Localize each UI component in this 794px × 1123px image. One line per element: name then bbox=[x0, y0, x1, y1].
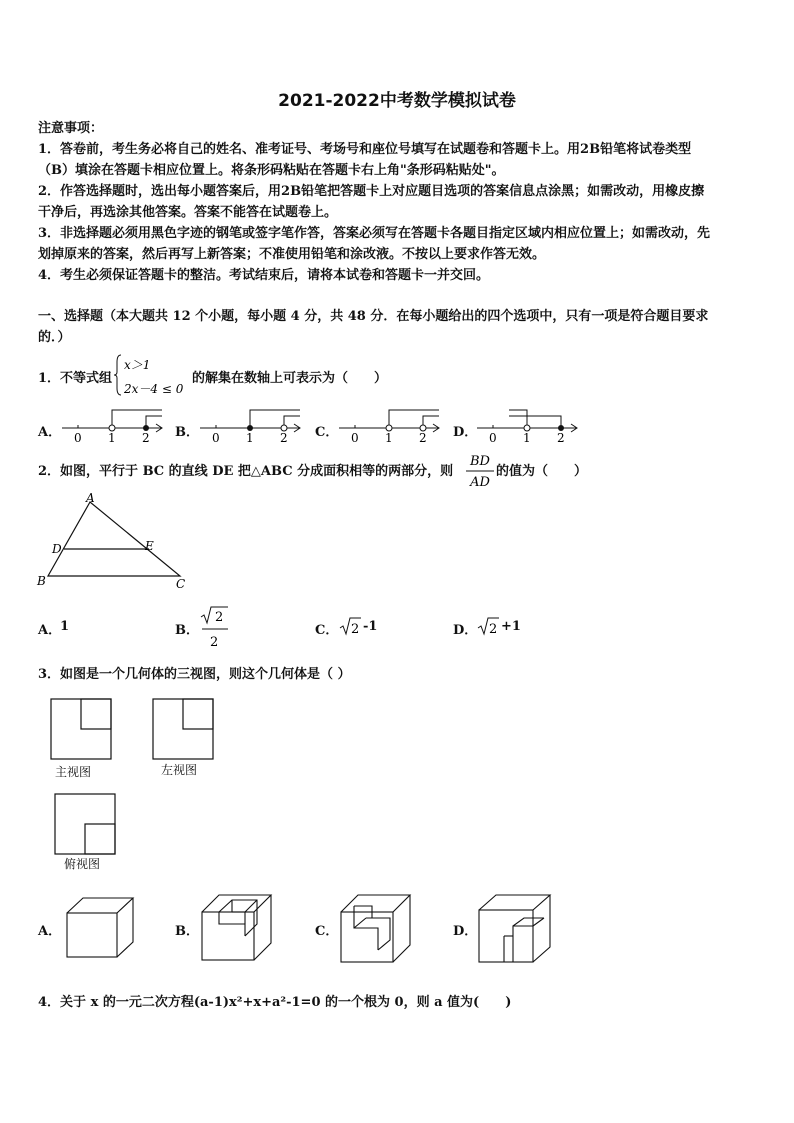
q2-option-b-fraction bbox=[198, 602, 232, 650]
tick-label: 2 bbox=[419, 431, 427, 445]
q2-option-b-denominator: 2 bbox=[210, 635, 219, 650]
q2-option-a-label[interactable]: A． bbox=[38, 623, 62, 638]
q2-option-d-tail: +1 bbox=[501, 619, 521, 634]
notice-line: 3．非选择题必须用黑色字迹的钢笔或签字笔作答，答案必须写在答题卡各题目指定区域内相应位置上；如需改动，先 bbox=[38, 226, 711, 241]
q2-triangle-figure bbox=[34, 492, 194, 596]
side-view-figure bbox=[152, 698, 214, 760]
notice-line: 4．考生必须保证答题卡的整洁。考试结束后，请将本试卷和答题卡一并交回。 bbox=[38, 268, 490, 283]
q1-suffix: 的解集在数轴上可表示为（ ） bbox=[192, 371, 388, 386]
q1-prefix: 1．不等式组 bbox=[38, 371, 113, 386]
q2-frac-den: AD bbox=[470, 475, 490, 490]
notice-line: 划掉原来的答案，然后再写上新答案；不准使用铅笔和涂改液。不按以上要求作答无效。 bbox=[38, 247, 546, 262]
q1-inequality-system bbox=[112, 352, 192, 398]
q2-option-d-radicand: 2 bbox=[489, 622, 498, 637]
front-view-label: 主视图 bbox=[55, 765, 92, 779]
tick-label: 2 bbox=[280, 431, 288, 445]
q3-option-c-solid[interactable] bbox=[338, 892, 414, 966]
tick-label: 1 bbox=[385, 431, 393, 445]
q3-option-d-solid[interactable] bbox=[476, 892, 552, 966]
q3-option-b-label: B． bbox=[175, 924, 199, 939]
notice-line: 2．作答选择题时，选出每小题答案后，用2B铅笔把答题卡上对应题目选项的答案信息点涂黑；如需改动，用橡皮擦 bbox=[38, 184, 705, 199]
q2-option-d-sqrt bbox=[476, 614, 500, 640]
notice-heading: 注意事项： bbox=[38, 121, 104, 136]
q3-option-a-label: A． bbox=[38, 924, 62, 939]
q1-option-d-label: D． bbox=[453, 425, 478, 440]
q2-option-a-value: 1 bbox=[60, 619, 70, 634]
side-view-label: 左视图 bbox=[161, 763, 198, 777]
notice-line: 1．答卷前，考生务必将自己的姓名、准考证号、考场号和座位号填写在试题卷和答题卡上。用2B铅笔将试卷类型 bbox=[38, 142, 692, 157]
q3-option-d-label: D． bbox=[453, 924, 478, 939]
q1-option-d-number-line[interactable] bbox=[473, 405, 581, 445]
point-label-d: D bbox=[52, 542, 62, 556]
tick-label: 0 bbox=[351, 431, 359, 445]
q1-option-b-number-line[interactable] bbox=[196, 405, 304, 445]
q4-text: 4．关于 x 的一元二次方程(a-1)x²+x+a²-1=0 的一个根为 0，则 a 值为( ) bbox=[38, 995, 512, 1010]
tick-label: 2 bbox=[142, 431, 150, 445]
tick-label: 0 bbox=[74, 431, 82, 445]
q2-option-c-radicand: 2 bbox=[351, 622, 360, 637]
q3-text: 3．如图是一个几何体的三视图，则这个几何体是（ ） bbox=[38, 667, 351, 682]
tick-label: 0 bbox=[212, 431, 220, 445]
q1-option-a-label: A． bbox=[38, 425, 62, 440]
q2-fraction bbox=[464, 448, 496, 492]
tick-label: 0 bbox=[489, 431, 497, 445]
page-title: 2021-2022中考数学模拟试卷 bbox=[278, 91, 516, 111]
q2-option-d-label[interactable]: D． bbox=[453, 623, 478, 638]
tick-label: 1 bbox=[108, 431, 116, 445]
notice-line: （B）填涂在答题卡相应位置上。将条形码粘贴在答题卡右上角"条形码粘贴处"。 bbox=[38, 163, 505, 178]
notice-line: 干净后，再选涂其他答案。答案不能答在试题卷上。 bbox=[38, 205, 338, 220]
tick-label: 2 bbox=[557, 431, 565, 445]
q2-frac-num: BD bbox=[470, 454, 490, 469]
q1-option-c-number-line[interactable] bbox=[335, 405, 443, 445]
q3-option-a-solid[interactable] bbox=[64, 895, 136, 961]
q1-ineq1: x＞1 bbox=[124, 358, 151, 372]
top-view-label: 俯视图 bbox=[64, 857, 101, 871]
front-view-figure bbox=[50, 698, 112, 760]
q3-option-c-label: C． bbox=[315, 924, 339, 939]
q2-prefix: 2．如图，平行于 BC 的直线 DE 把△ABC 分成面积相等的两部分，则 bbox=[38, 464, 454, 479]
q2-option-c-sqrt bbox=[338, 614, 362, 640]
q2-option-c-tail: -1 bbox=[363, 619, 378, 634]
q1-ineq2: 2x－4 ≤ 0 bbox=[124, 382, 184, 396]
section-heading: 一、选择题（本大题共 12 个小题，每小题 4 分，共 48 分．在每小题给出的四个选项中，只有一项是符合题目要求 bbox=[38, 309, 709, 324]
top-view-figure bbox=[54, 793, 116, 855]
point-label-c: C bbox=[176, 577, 186, 591]
q1-option-c-label: C． bbox=[315, 425, 339, 440]
q2-option-b-label[interactable]: B． bbox=[175, 623, 199, 638]
q2-option-b-radicand: 2 bbox=[215, 610, 224, 625]
point-label-e: E bbox=[145, 539, 154, 553]
point-label-a: A bbox=[86, 492, 95, 505]
q3-option-b-solid[interactable] bbox=[199, 892, 275, 964]
q1-option-a-number-line[interactable] bbox=[58, 405, 166, 445]
q1-option-b-label: B． bbox=[175, 425, 199, 440]
q2-option-c-label[interactable]: C． bbox=[315, 623, 339, 638]
q2-suffix: 的值为（ ） bbox=[496, 464, 588, 479]
tick-label: 1 bbox=[523, 431, 531, 445]
section-heading-cont: 的．） bbox=[38, 330, 71, 345]
point-label-b: B bbox=[37, 574, 46, 588]
tick-label: 1 bbox=[246, 431, 254, 445]
